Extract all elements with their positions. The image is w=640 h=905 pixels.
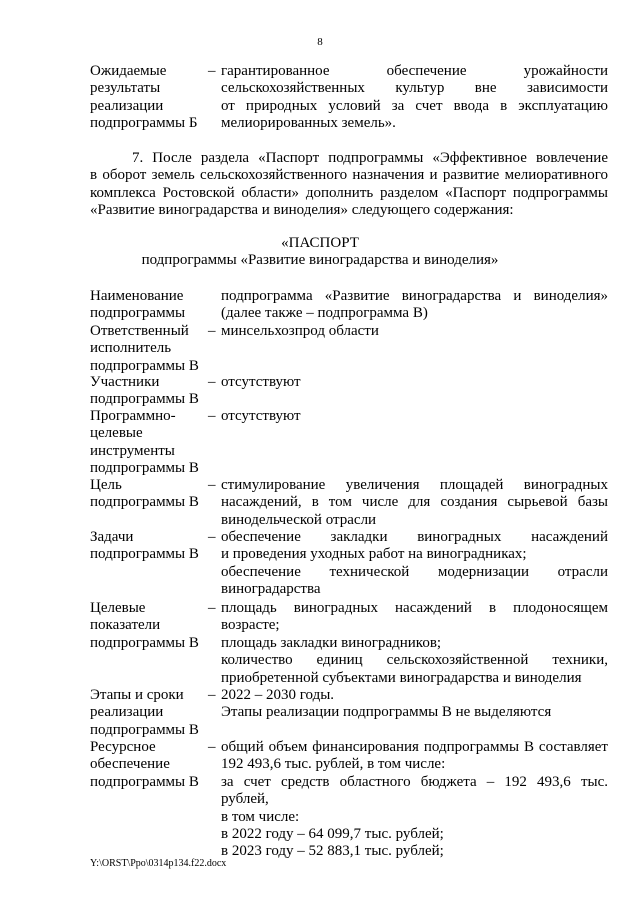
row-value: площадь виноградных насаждений в плодоносящем возрасте; площадь закладки виноградников; количество единиц сельскохозяйственной техники, приобретенной субъектами виноградарства и виноделия: [221, 600, 608, 686]
row-label: Ожидаемые результаты реализации подпрограммы Б: [90, 63, 198, 132]
dash: –: [208, 739, 216, 755]
row-value: общий объем финансирования подпрограммы В составляет 192 493,6 тыс. рублей, в том числе: за счет средств областного бюджета – 192 493,6 тыс. рублей, в том числе: в 2022 году – 64 099,7 тыс. рублей; в 2023 году – 52 883,1 тыс. рублей;: [221, 739, 608, 860]
row-value: отсутствуют: [221, 374, 301, 390]
row-label: Наименование подпрограммы: [90, 288, 186, 322]
row-label: Целевые показатели подпрограммы В: [90, 600, 199, 651]
dash: –: [208, 63, 216, 79]
file-path-footer: Y:\ORST\Ppo\0314p134.f22.docx: [90, 858, 227, 869]
dash: –: [208, 408, 216, 424]
amendment-paragraph: 7. После раздела «Паспорт подпрограммы «Эффективное вовлечение в оборот земель сельскохозяйственного назначения и развитие мелиоративного комплекса Ростовской области» дополнить разделом «Паспорт подпрограммы «Развитие виноградарства и виноделия» следующего содержания:: [90, 150, 608, 219]
row-label: Ответственный исполнитель подпрограммы В: [90, 323, 199, 374]
row-value: стимулирование увеличения площадей виноградных насаждений, в том числе для создания сырьевой базы винодельческой отрасли: [221, 477, 608, 528]
row-value: гарантированное обеспечение урожайности сельскохозяйственных культур вне зависимости от природных условий за счет ввода в эксплуатацию мелиорированных земель».: [221, 63, 608, 132]
dash: –: [208, 529, 216, 545]
row-value: обеспечение закладки виноградных насаждений и проведения уходных работ на виноградниках; обеспечение технической модернизации отрасли виноградарства: [221, 529, 608, 598]
dash: –: [208, 374, 216, 390]
dash: –: [208, 477, 216, 493]
page-number: 8: [317, 36, 323, 48]
row-value: отсутствуют: [221, 408, 301, 424]
row-label: Цель подпрограммы В: [90, 477, 199, 511]
row-value: 2022 – 2030 годы. Этапы реализации подпрограммы В не выделяются: [221, 687, 552, 721]
row-label: Программно- целевые инструменты подпрограммы В: [90, 408, 199, 477]
passport-title: «ПАСПОРТ: [281, 235, 359, 251]
row-value: минсельхозпрод области: [221, 323, 379, 339]
row-label: Ресурсное обеспечение подпрограммы В: [90, 739, 199, 790]
row-label: Задачи подпрограммы В: [90, 529, 199, 563]
dash: –: [208, 323, 216, 339]
dash: –: [208, 600, 216, 616]
row-label: Этапы и сроки реализации подпрограммы В: [90, 687, 199, 738]
row-value: подпрограмма «Развитие виноградарства и виноделия» (далее также – подпрограмма В): [221, 288, 608, 322]
dash: –: [208, 687, 216, 703]
row-label: Участники подпрограммы В: [90, 374, 199, 408]
passport-subtitle: подпрограммы «Развитие виноградарства и виноделия»: [141, 252, 499, 268]
